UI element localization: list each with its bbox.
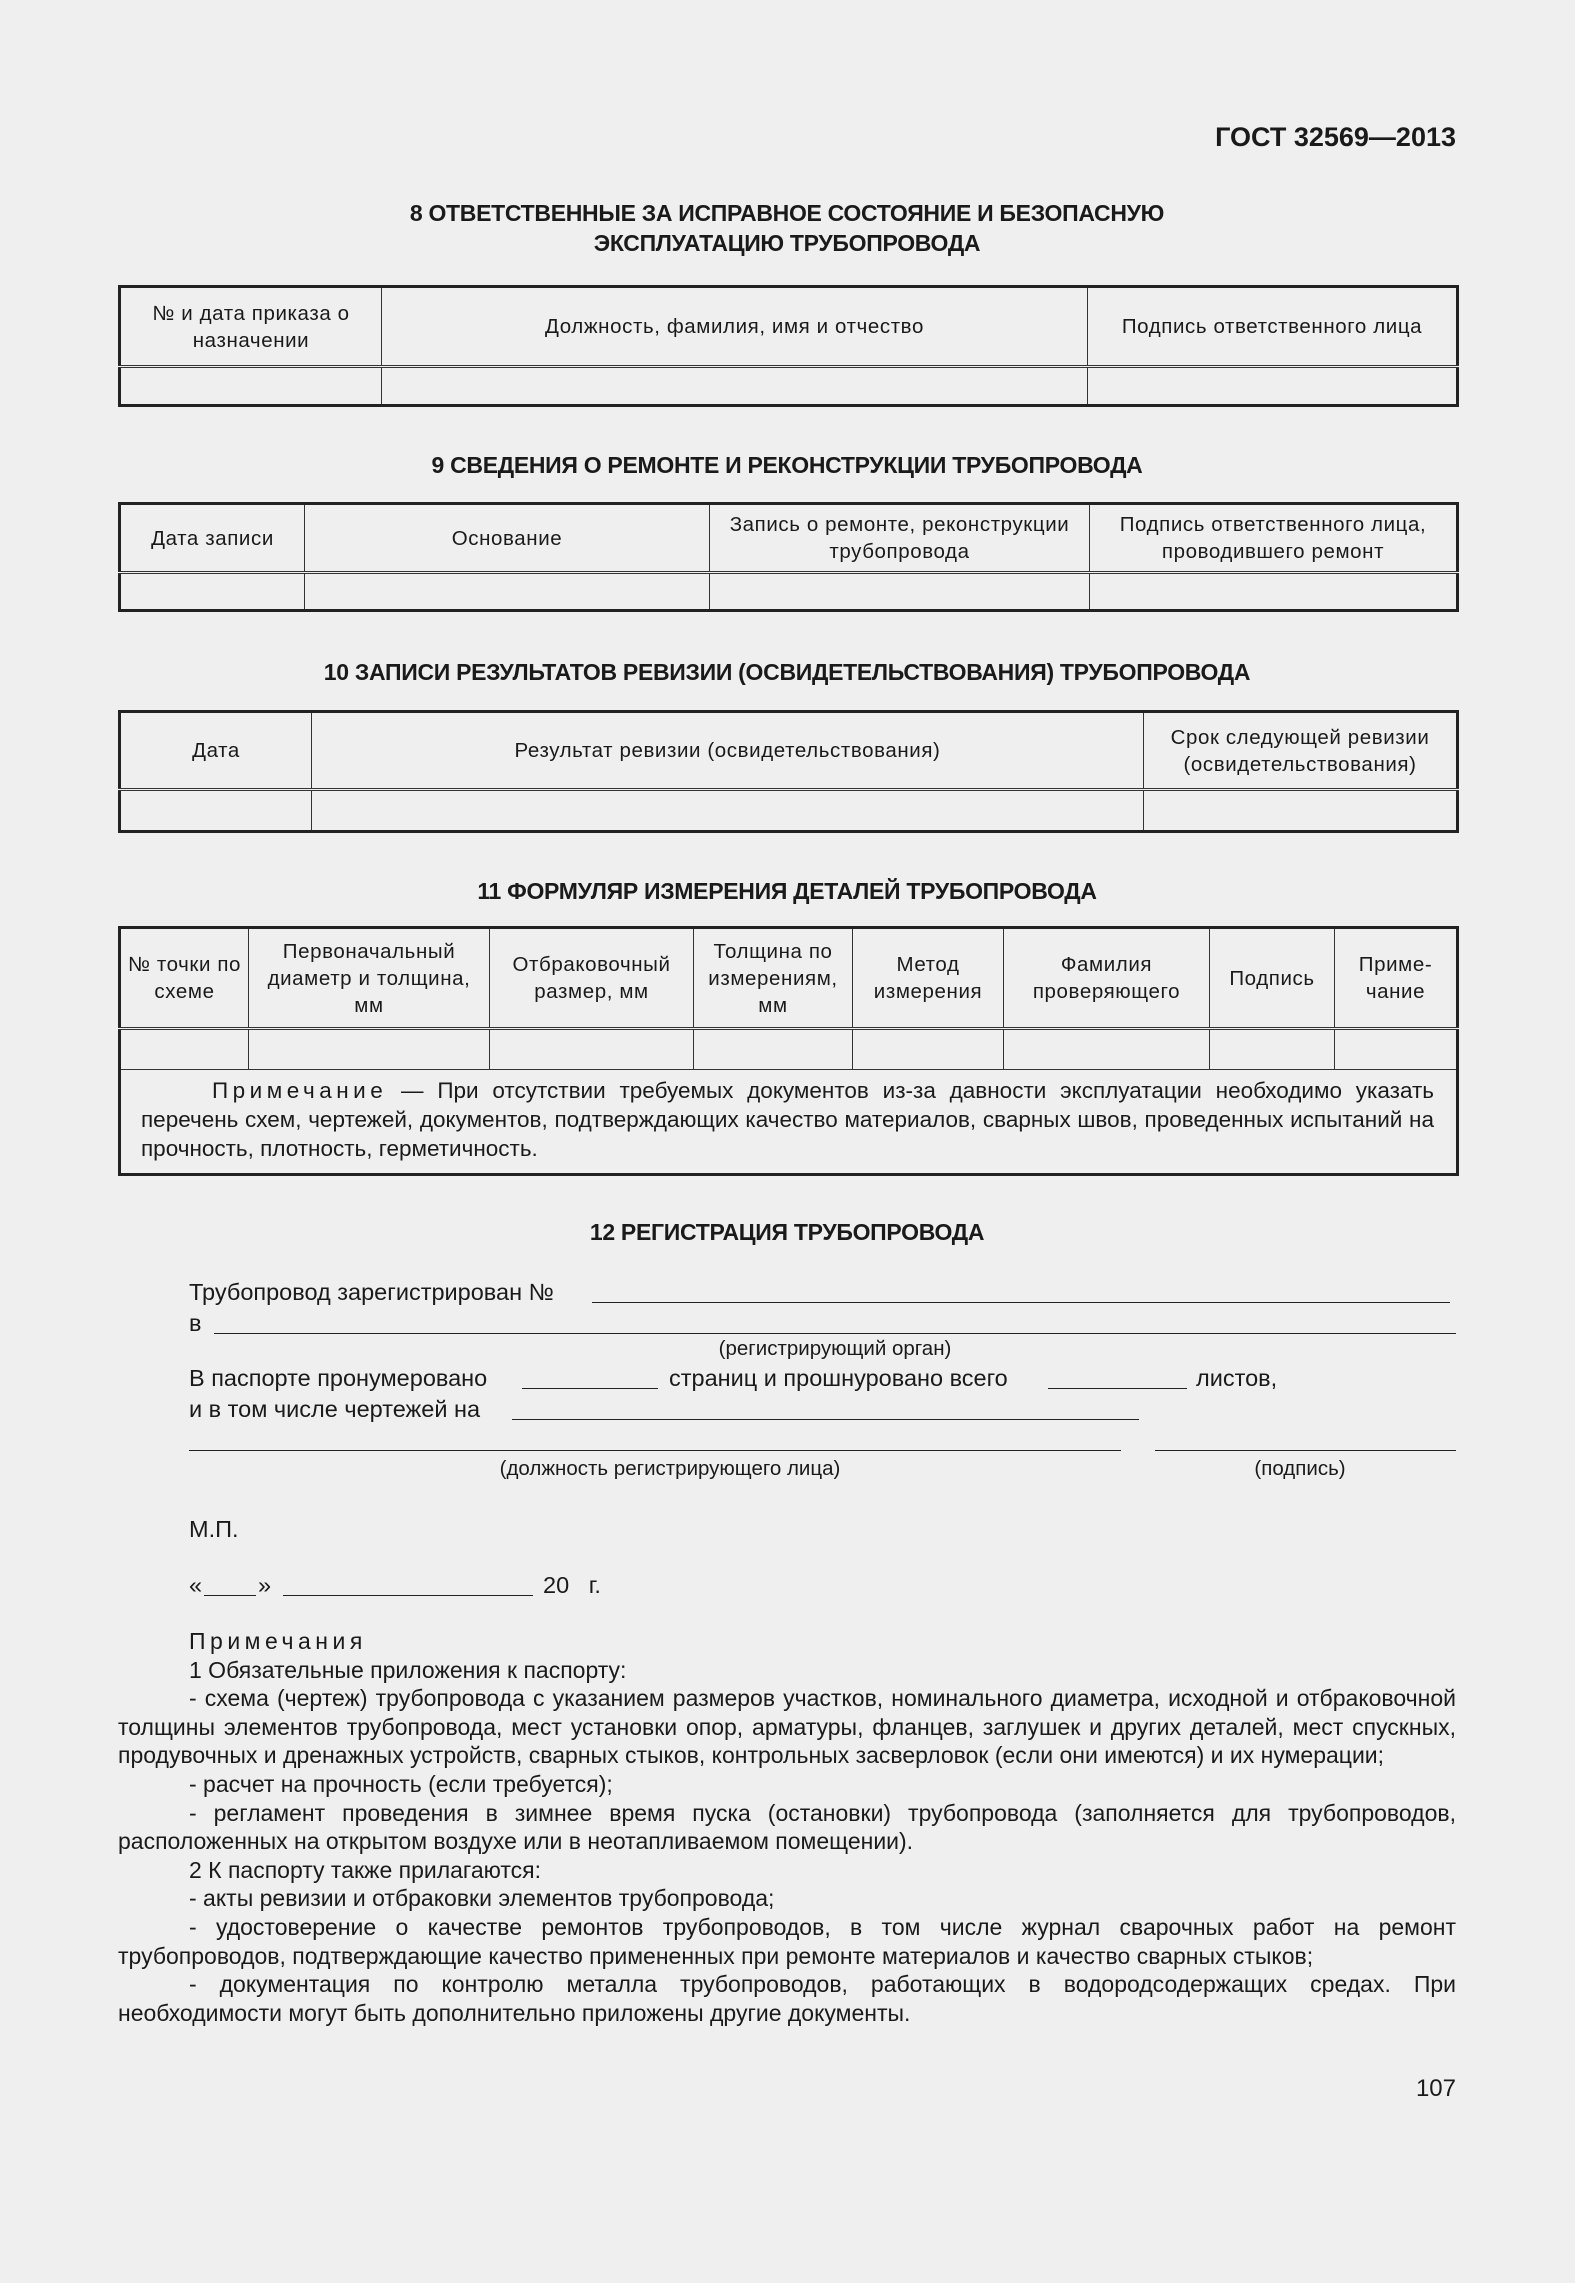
date-year: 20 г. — [543, 1572, 601, 1598]
responsible-persons-table — [118, 285, 1459, 407]
note-label: Примечание — [212, 1078, 388, 1103]
signature-caption: (подпись) — [1254, 1457, 1346, 1480]
section-8-title-line2: ЭКСПЛУАТАЦИЮ ТРУБОПРОВОДА — [593, 230, 981, 256]
note-item: - регламент проведения в зимнее время пуска (остановки) трубопровода (заполняется для трубопроводов, расположенных на открытом воздухе или в неотапливаемом помещении). — [118, 1799, 1456, 1855]
registered-label: Трубопровод зарегистрирован № — [189, 1279, 554, 1305]
standard-code: ГОСТ 32569—2013 — [1215, 122, 1456, 152]
registering-body-caption: (регистрирующий орган) — [718, 1337, 952, 1360]
table-cell[interactable] — [120, 790, 312, 832]
section-12-title: 12 РЕГИСТРАЦИЯ ТРУБОПРОВОДА — [589, 1219, 985, 1245]
note-item: - удостоверение о качестве ремонтов трубопроводов, в том числе журнал сварочных работ на ремонт трубопроводов, подтверждающие качество примененных при ремонте материалов и качество сварных стыков; — [118, 1913, 1456, 1969]
in-label: в — [189, 1310, 202, 1336]
registering-body-field[interactable] — [214, 1333, 1456, 1334]
column-inspection-result: Результат ревизии (освидетельствования) — [312, 712, 1144, 790]
table-cell[interactable] — [1090, 573, 1458, 611]
column-sign: Подпись — [1210, 928, 1335, 1029]
date-day-field[interactable] — [204, 1595, 256, 1596]
note-item: - акты ревизии и отбраковки элементов трубопровода; — [189, 1885, 775, 1912]
table-cell[interactable] — [1210, 1029, 1335, 1070]
column-reject-size: Отбраковочный размер, мм — [490, 928, 694, 1029]
column-signature: Подпись ответственного лица — [1088, 287, 1458, 367]
table-cell[interactable] — [120, 367, 382, 406]
column-remark: Приме-чание — [1335, 928, 1458, 1029]
note-item: 2 К паспорту также прилагаются: — [189, 1856, 541, 1883]
registration-number-field[interactable] — [592, 1302, 1450, 1303]
column-point-number: № точки по схеме — [120, 928, 249, 1029]
note-item: 1 Обязательные приложения к паспорту: — [189, 1656, 627, 1683]
table-cell[interactable] — [120, 573, 305, 611]
column-record-date: Дата записи — [120, 504, 305, 573]
date-quote-open: « — [189, 1572, 203, 1598]
registrar-signature-field[interactable] — [1155, 1450, 1456, 1451]
note-item: - схема (чертеж) трубопровода с указанием размеров участков, номинального диаметра, исходной и отбраковочной толщины элементов трубопровода, мест установки опор, арматуры, фланцев, заглушек и других деталей, мест спускных, продувочных и дренажных устройств, сварных стыков, контрольных засверловок (если они имеются) и их нумерации; — [118, 1685, 1456, 1769]
stamp-label: М.П. — [189, 1516, 239, 1542]
section-8-title — [118, 198, 1456, 258]
column-basis: Основание — [305, 504, 710, 573]
column-method: Метод измерения — [853, 928, 1004, 1029]
repair-records-table — [118, 502, 1459, 612]
note-item: - документация по контролю металла трубопроводов, работающих в водородсодержащих средах. При необходимости могут быть дополнительно приложены другие документы. — [118, 1971, 1456, 2026]
column-initial-diameter: Первоначальный диаметр и толщина, мм — [249, 928, 490, 1029]
note-text: — При отсутствии требуемых документов из-за давности эксплуатации необходимо указать перечень схем, чертежей, документов, подтверждающих качество материалов, сварных швов, проведенных испытаний на прочность, плотность, герметичность. — [141, 1078, 1434, 1161]
column-position-name: Должность, фамилия, имя и отчество — [382, 287, 1088, 367]
section-10-title: 10 ЗАПИСИ РЕЗУЛЬТАТОВ РЕВИЗИИ (ОСВИДЕТЕЛЬСТВОВАНИЯ) ТРУБОПРОВОДА — [323, 659, 1251, 685]
table-cell[interactable] — [305, 573, 710, 611]
column-measured-thickness: Толщина по измерениям, мм — [694, 928, 853, 1029]
table-cell[interactable] — [853, 1029, 1004, 1070]
table-cell[interactable] — [382, 367, 1088, 406]
table-cell[interactable] — [312, 790, 1144, 832]
section-8-title-line1: 8 ОТВЕТСТВЕННЫЕ ЗА ИСПРАВНОЕ СОСТОЯНИЕ И БЕЗОПАСНУЮ — [409, 200, 1165, 226]
date-month-field[interactable] — [283, 1595, 533, 1596]
column-date: Дата — [120, 712, 312, 790]
section-9-title: 9 СВЕДЕНИЯ О РЕМОНТЕ И РЕКОНСТРУКЦИИ ТРУБОПРОВОДА — [431, 452, 1143, 478]
column-order-number: № и дата приказа о назначении — [120, 287, 382, 367]
notes-block — [118, 1627, 1456, 2027]
sheets-label: листов, — [1196, 1365, 1278, 1391]
table-cell[interactable] — [249, 1029, 490, 1070]
drawings-label: и в том числе чертежей на — [189, 1396, 481, 1422]
position-caption: (должность регистрирующего лица) — [499, 1457, 841, 1480]
pages-count-field[interactable] — [522, 1388, 658, 1389]
notes-heading — [118, 1627, 1456, 1656]
notes-heading-text: Примечания — [189, 1628, 367, 1654]
table-cell[interactable] — [1335, 1029, 1458, 1070]
table-cell[interactable] — [1004, 1029, 1210, 1070]
table-cell[interactable] — [120, 1029, 249, 1070]
sheets-count-field[interactable] — [1048, 1388, 1187, 1389]
registrar-position-field[interactable] — [189, 1450, 1121, 1451]
column-next-inspection: Срок следующей ревизии (освидетельствования) — [1144, 712, 1458, 790]
date-quote-close: » — [258, 1572, 272, 1598]
inspection-results-table — [118, 710, 1459, 833]
table-cell[interactable] — [1088, 367, 1458, 406]
note-item: - расчет на прочность (если требуется); — [189, 1770, 613, 1797]
pages-label: страниц и прошнуровано всего — [669, 1365, 1008, 1391]
column-repair-record: Запись о ремонте, реконструкции трубопровода — [710, 504, 1090, 573]
column-repair-signature: Подпись ответственного лица, проводившего ремонт — [1090, 504, 1458, 573]
measurement-form-table — [118, 926, 1459, 1176]
table-note — [120, 1070, 1458, 1175]
column-inspector: Фамилия проверяющего — [1004, 928, 1210, 1029]
numbered-label: В паспорте пронумеровано — [189, 1365, 488, 1391]
table-cell[interactable] — [694, 1029, 853, 1070]
table-cell[interactable] — [1144, 790, 1458, 832]
section-11-title: 11 ФОРМУЛЯР ИЗМЕРЕНИЯ ДЕТАЛЕЙ ТРУБОПРОВОДА — [477, 878, 1097, 904]
table-cell[interactable] — [490, 1029, 694, 1070]
drawings-count-field[interactable] — [512, 1419, 1139, 1420]
page-number: 107 — [1415, 2075, 1456, 2102]
table-cell[interactable] — [710, 573, 1090, 611]
